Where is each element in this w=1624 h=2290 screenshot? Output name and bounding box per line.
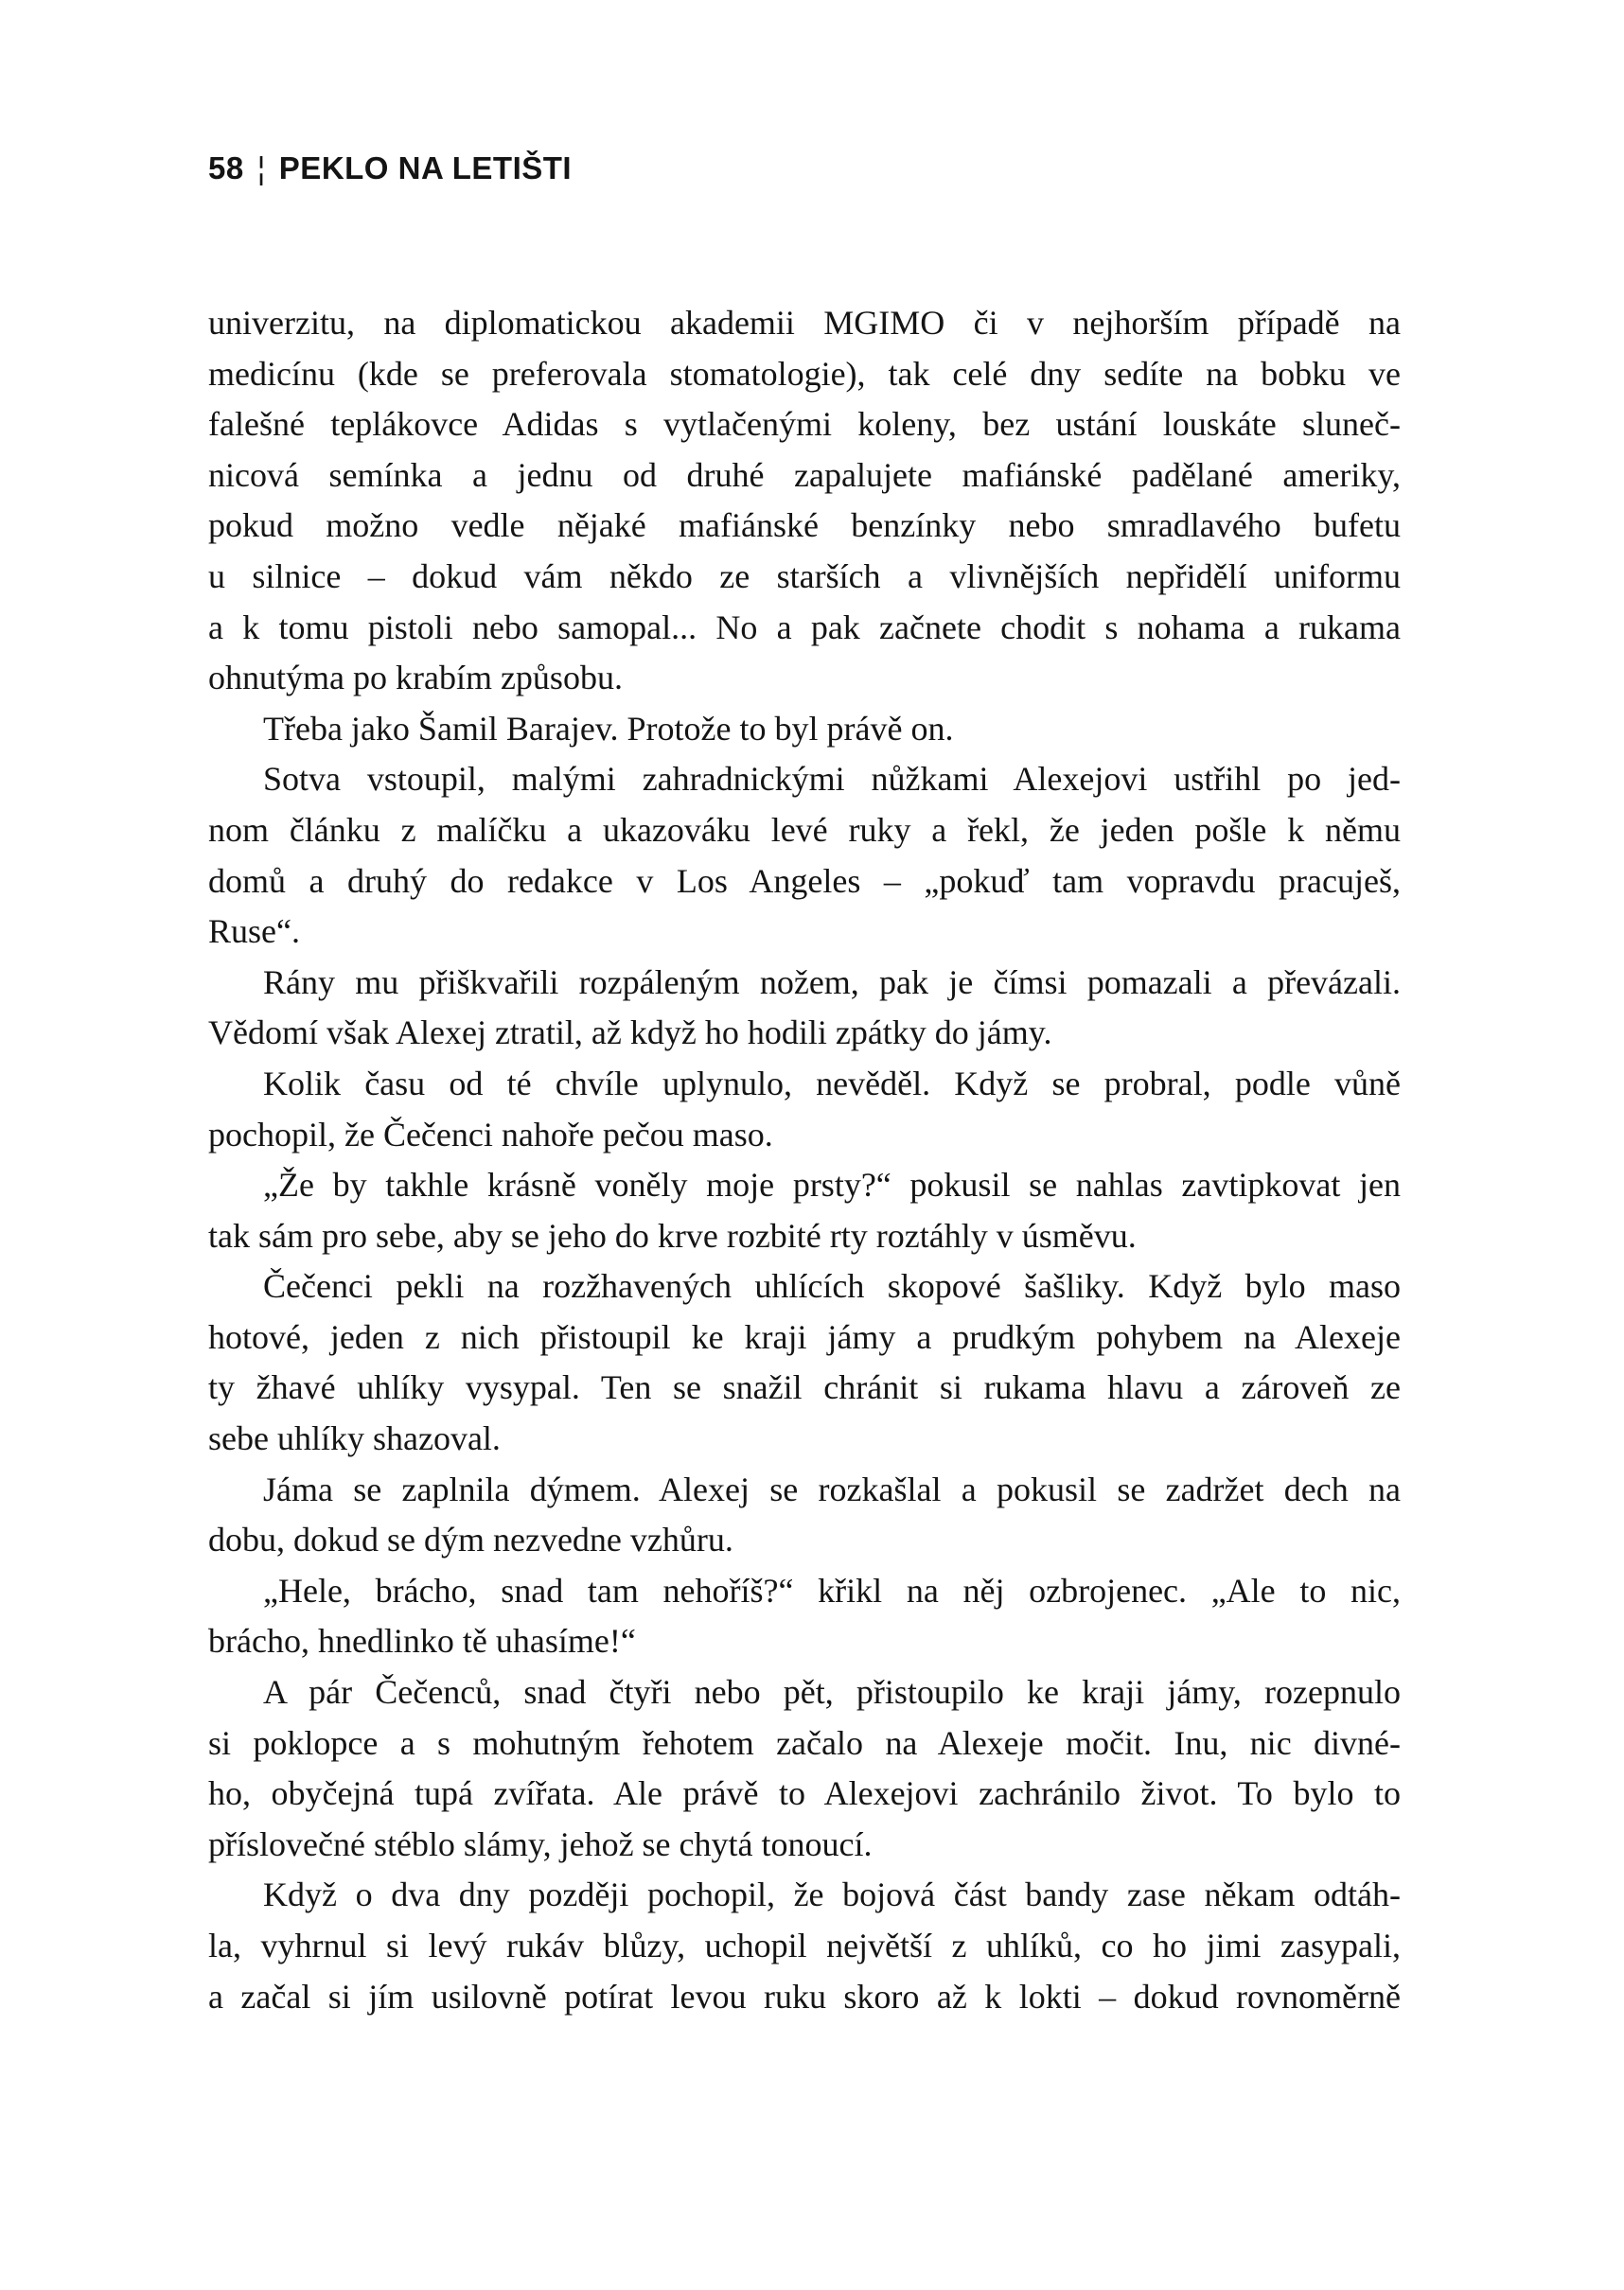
- text-line: a k tomu pistoli nebo samopal... No a pak začnete chodit s nohama a rukama: [208, 608, 1401, 646]
- text-line: pochopil, že Čečenci nahoře pečou maso.: [208, 1115, 773, 1154]
- text-line: la, vyhrnul si levý rukáv blůzy, uchopil největší z uhlíků, co ho jimi zasypali,: [208, 1927, 1401, 1964]
- running-head: [208, 150, 572, 187]
- text-line: Třeba jako Šamil Barajev. Protože to byl právě on.: [263, 709, 954, 748]
- text-line: Kolik času od té chvíle uplynulo, nevěděl. Když se probral, podle vůně: [263, 1064, 1401, 1102]
- text-line: domů a druhý do redakce v Los Angeles – „pokuď tam vopravdu pracuješ,: [208, 861, 1401, 900]
- text-line: si poklopce a s mohutným řehotem začalo na Alexeje močit. Inu, nic divné-: [208, 1723, 1401, 1762]
- text-line: „Hele, brácho, snad tam nehoříš?“ křikl na něj ozbrojenec. „Ale to nic,: [263, 1571, 1401, 1610]
- text-line: medicínu (kde se preferovala stomatologie), tak celé dny sedíte na bobku ve: [208, 354, 1401, 393]
- body-text: [208, 298, 1401, 2022]
- text-line: hotové, jeden z nich přistoupil ke kraji jámy a prudkým pohybem na Alexeje: [208, 1317, 1401, 1356]
- text-line: brácho, hnedlinko tě uhasíme!“: [208, 1622, 636, 1661]
- text-line: Sotva vstoupil, malými zahradnickými nůžkami Alexejovi ustřihl po jed-: [263, 760, 1401, 799]
- text-line: Ruse“.: [208, 912, 300, 951]
- chapter-title: PEKLO NA LETIŠTI: [278, 150, 573, 185]
- text-line: ohnutýma po krabím způsobu.: [208, 659, 623, 697]
- text-line: Čečenci pekli na rozžhavených uhlících skopové šašliky. Když bylo maso: [263, 1267, 1401, 1306]
- text-line: Rány mu přiškvařili rozpáleným nožem, pak je čímsi pomazali a převázali.: [263, 962, 1401, 1001]
- page-number: 58: [208, 150, 244, 185]
- text-line: ho, obyčejná tupá zvířata. Ale právě to Alexejovi zachránilo život. To bylo to: [208, 1774, 1401, 1813]
- text-line: A pár Čečenců, snad čtyři nebo pět, přistoupilo ke kraji jámy, rozepnulo: [263, 1673, 1401, 1712]
- text-line: Jáma se zaplnila dýmem. Alexej se rozkašlal a pokusil se zadržet dech na: [263, 1470, 1401, 1508]
- text-line: ty žhavé uhlíky vysypal. Ten se snažil chránit si rukama hlavu a zároveň ze: [208, 1368, 1401, 1407]
- text-line: falešné teplákovce Adidas s vytlačenými koleny, bez ustání louskáte sluneč-: [208, 405, 1401, 444]
- text-line: „Že by takhle krásně voněly moje prsty?“ pokusil se nahlas zavtipkovat jen: [263, 1166, 1401, 1205]
- text-line: sebe uhlíky shazoval.: [208, 1419, 501, 1458]
- text-line: dobu, dokud se dým nezvedne vzhůru.: [208, 1521, 733, 1559]
- text-line: Když o dva dny později pochopil, že bojová část bandy zase někam odtáh-: [263, 1876, 1401, 1914]
- header-separator: ¦: [256, 150, 266, 185]
- text-line: Vědomí však Alexej ztratil, až když ho hodili zpátky do jámy.: [208, 1013, 1052, 1052]
- text-line: univerzitu, na diplomatickou akademii MGIMO či v nejhorším případě na: [208, 304, 1401, 342]
- text-line: u silnice – dokud vám někdo ze starších a vlivnějších nepřidělí uniformu: [208, 556, 1401, 595]
- text-line: tak sám pro sebe, aby se jeho do krve rozbité rty roztáhly v úsměvu.: [208, 1216, 1137, 1255]
- text-line: a začal si jím usilovně potírat levou ruku skoro až k lokti – dokud rovnoměrně: [208, 1977, 1401, 2016]
- text-line: příslovečné stéblo slámy, jehož se chytá tonoucí.: [208, 1824, 873, 1863]
- text-line: nicová semínka a jednu od druhé zapalujete mafiánské padělané ameriky,: [208, 455, 1401, 494]
- text-line: pokud možno vedle nějaké mafiánské benzínky nebo smradlavého bufetu: [208, 506, 1401, 545]
- text-line: nom článku z malíčku a ukazováku levé ruky a řekl, že jeden pošle k němu: [208, 810, 1401, 849]
